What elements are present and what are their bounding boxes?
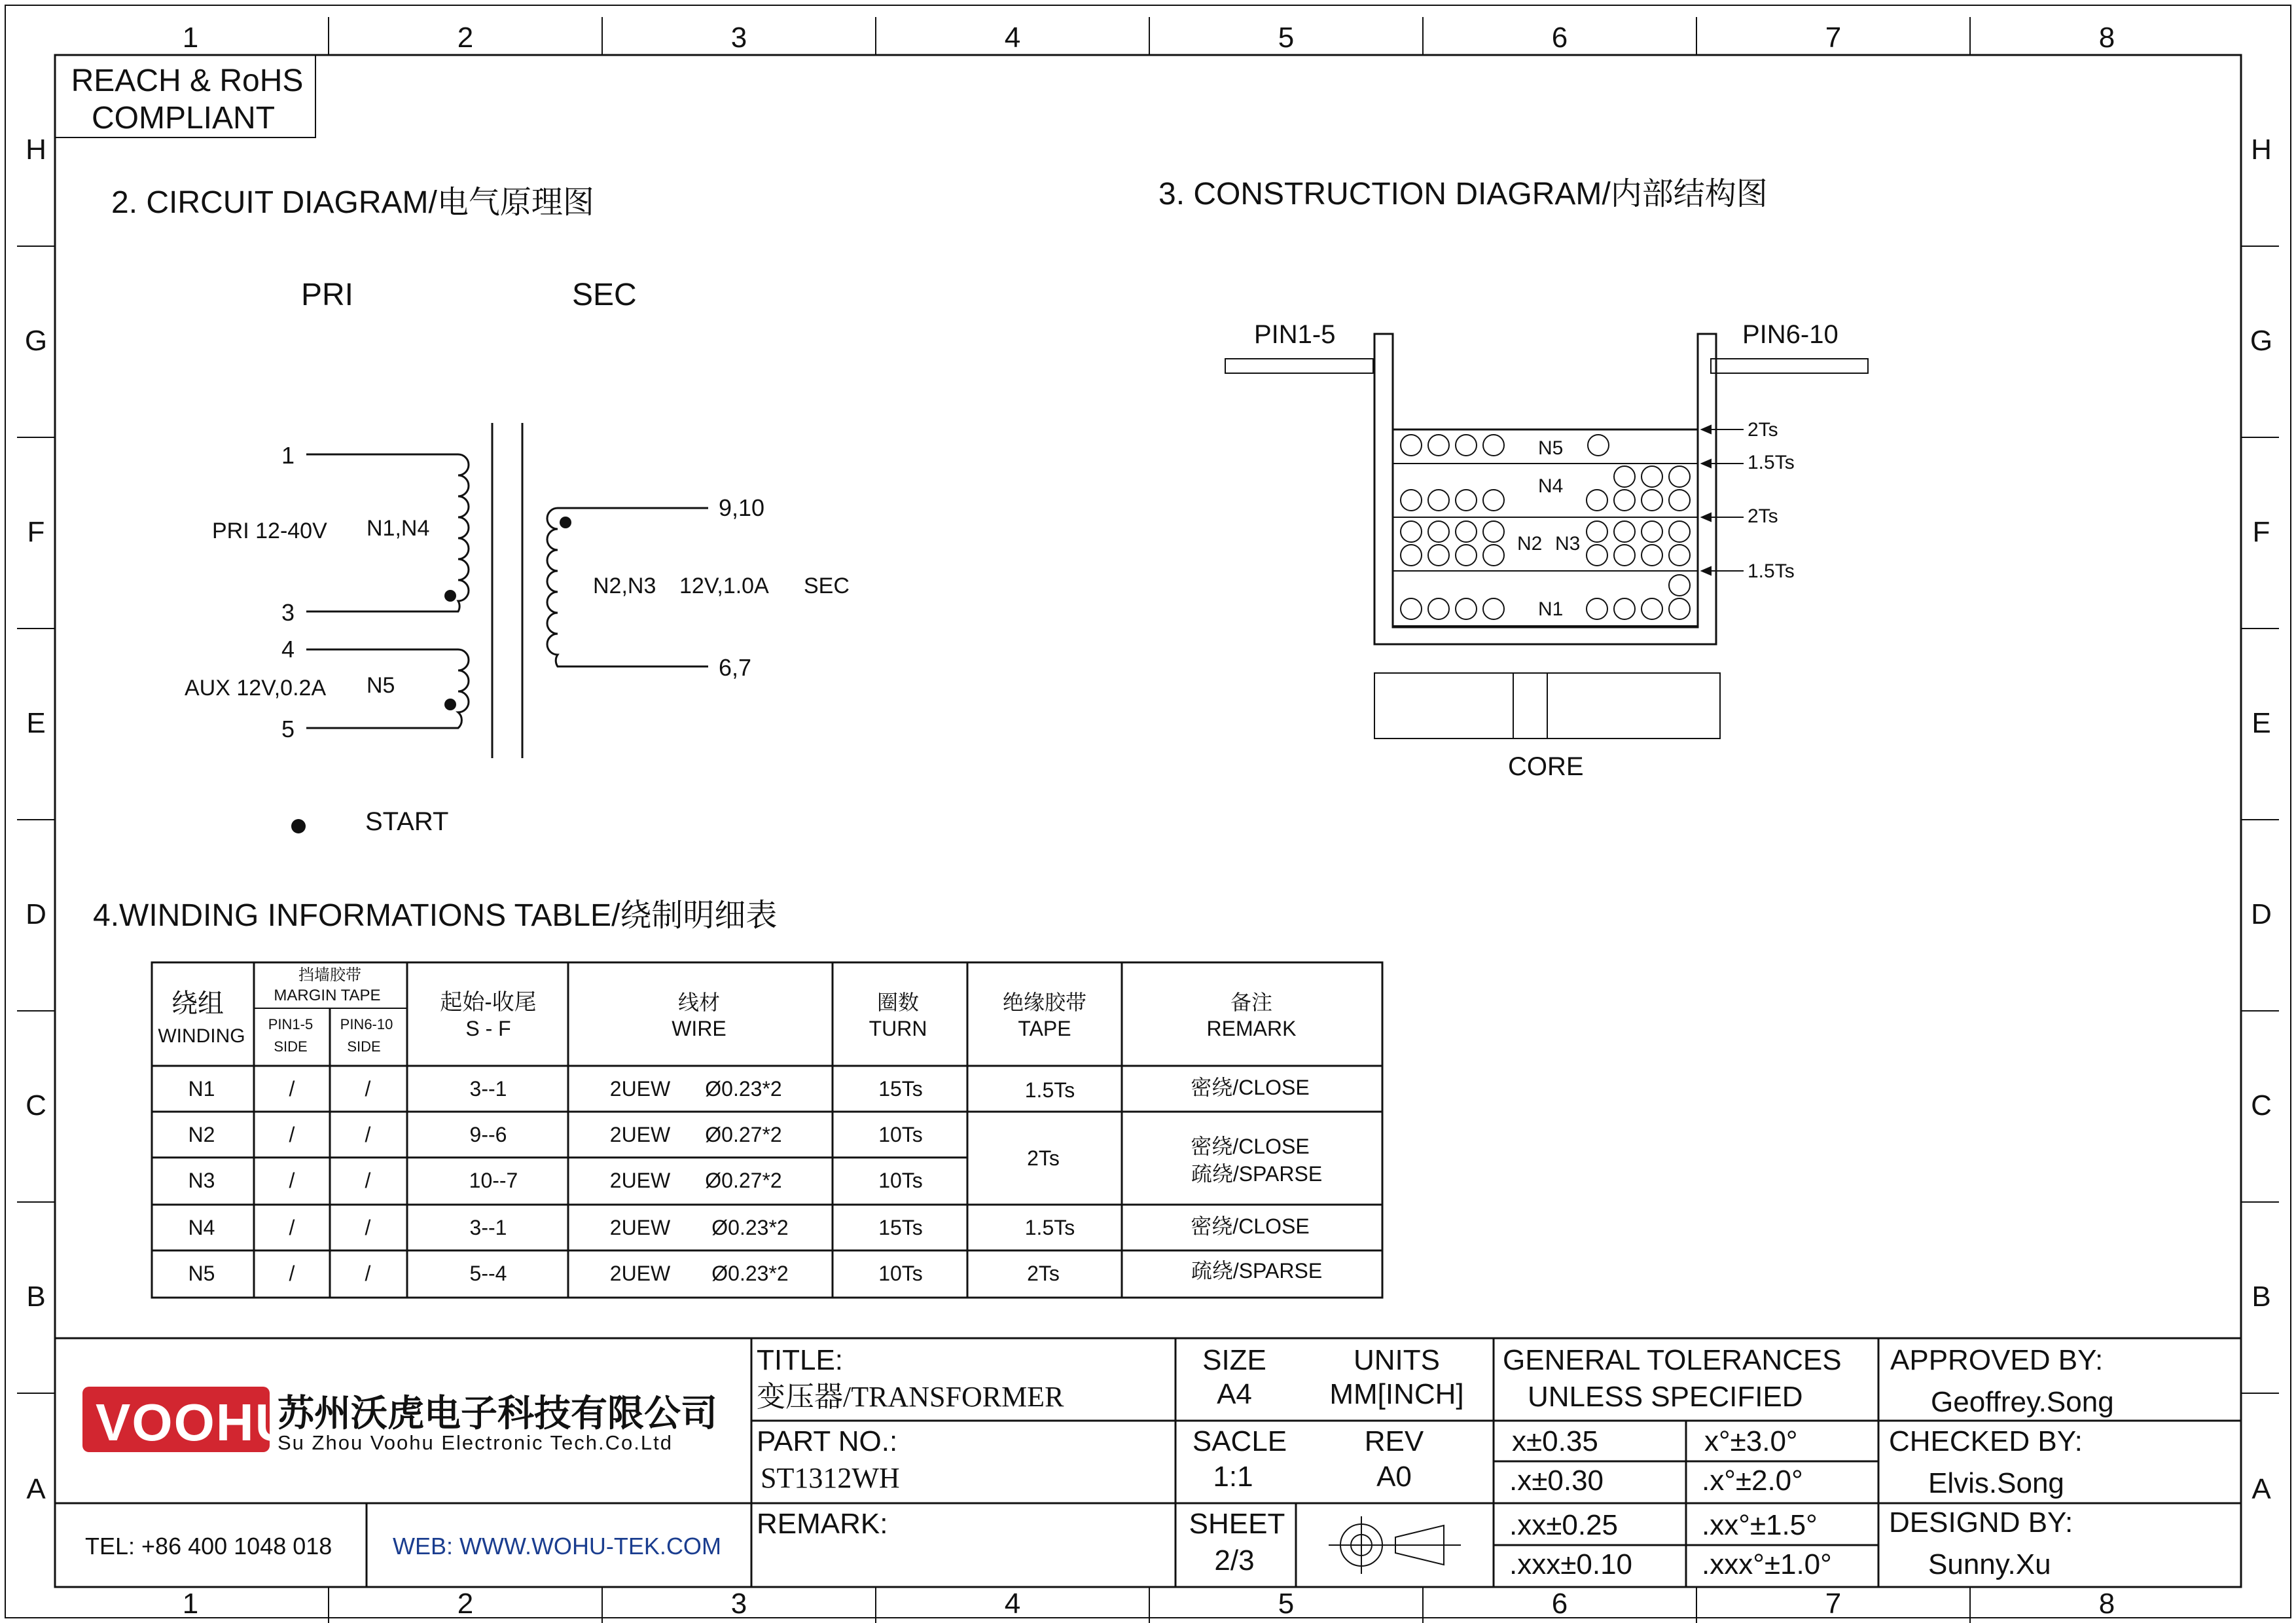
cell-wire-type: 2UEW bbox=[609, 1262, 671, 1285]
start-legend-label: START bbox=[365, 807, 449, 836]
col-label-bottom: 5 bbox=[1278, 1588, 1295, 1620]
tol-dx: .x±0.30 bbox=[1509, 1465, 1604, 1497]
table-row bbox=[188, 1262, 923, 1285]
pin-910-label: 9,10 bbox=[719, 494, 765, 521]
cell-tape-n2n3: 2Ts bbox=[1027, 1146, 1060, 1170]
company-name-en: Su Zhou Voohu Electronic Tech.Co.Ltd bbox=[278, 1431, 673, 1454]
header-sf-cn: 起始-收尾 bbox=[440, 990, 537, 1015]
col-label-bottom: 7 bbox=[1825, 1588, 1842, 1620]
tol-x: x±0.35 bbox=[1512, 1425, 1598, 1457]
cell-sf: 5--4 bbox=[469, 1262, 507, 1285]
col-label-bottom: 4 bbox=[1004, 1588, 1021, 1620]
col-label-top: 7 bbox=[1825, 22, 1842, 54]
checked-name: Elvis.Song bbox=[1928, 1467, 2064, 1499]
table-row bbox=[188, 1169, 923, 1192]
core-label: CORE bbox=[1508, 752, 1584, 781]
header-margin-en: MARGIN TAPE bbox=[274, 987, 381, 1004]
row-label-left: A bbox=[26, 1473, 46, 1505]
cell-margin-1: / bbox=[289, 1123, 295, 1146]
start-legend-dot bbox=[291, 819, 306, 833]
tape-callout-label: 1.5Ts bbox=[1748, 560, 1795, 582]
row-label-left: F bbox=[27, 516, 45, 548]
pri-windings-label: N1,N4 bbox=[367, 516, 430, 541]
tol-dxxx-angle: .xxx°±1.0° bbox=[1702, 1548, 1832, 1580]
sec-label: SEC bbox=[572, 278, 637, 312]
header-pin15-side: SIDE bbox=[274, 1038, 308, 1055]
cell-wire-dia: Ø0.23*2 bbox=[711, 1216, 789, 1239]
col-label-bottom: 2 bbox=[457, 1588, 474, 1620]
logo-text: VOOHU bbox=[96, 1393, 295, 1451]
size-value: A4 bbox=[1217, 1378, 1252, 1410]
tol-title-1: GENERAL TOLERANCES bbox=[1503, 1344, 1842, 1376]
cell-wire-type: 2UEW bbox=[609, 1123, 671, 1146]
tol-dx-angle: .x°±2.0° bbox=[1702, 1465, 1803, 1497]
layer-n5-label: N5 bbox=[1538, 437, 1564, 459]
units-label: UNITS bbox=[1354, 1344, 1440, 1376]
col-label-top: 1 bbox=[182, 22, 199, 54]
wire-turns bbox=[1401, 435, 1690, 619]
cell-margin-1: / bbox=[289, 1216, 295, 1239]
company-tel: TEL: +86 400 1048 018 bbox=[85, 1533, 332, 1559]
cell-remark-n2n3-b: 疏绕/SPARSE bbox=[1191, 1162, 1323, 1186]
cell-winding: N4 bbox=[188, 1216, 215, 1239]
approved-label: APPROVED BY: bbox=[1890, 1344, 2104, 1376]
cell-sf: 3--1 bbox=[469, 1216, 507, 1239]
row-label-left: B bbox=[26, 1281, 46, 1313]
cell-margin-2: / bbox=[365, 1077, 371, 1101]
designed-name: Sunny.Xu bbox=[1928, 1548, 2051, 1580]
row-label-right: H bbox=[2251, 134, 2272, 166]
header-wire-cn: 线材 bbox=[677, 991, 721, 1014]
pin-left-label: PIN1-5 bbox=[1254, 320, 1336, 349]
cell-wire-dia: Ø0.27*2 bbox=[705, 1169, 782, 1192]
company-web: WEB: WWW.WOHU-TEK.COM bbox=[393, 1533, 721, 1559]
cell-tape-n4: 1.5Ts bbox=[1024, 1216, 1075, 1239]
layer-n3-label: N3 bbox=[1555, 533, 1581, 555]
title-value: 变压器/TRANSFORMER bbox=[757, 1381, 1064, 1413]
header-wire-en: WIRE bbox=[672, 1017, 726, 1040]
row-label-left: G bbox=[24, 325, 48, 357]
header-tape-cn: 绝缘胶带 bbox=[1002, 991, 1087, 1014]
cell-sf: 3--1 bbox=[469, 1077, 507, 1101]
tape-callout-label: 2Ts bbox=[1748, 505, 1778, 527]
cell-wire-dia: Ø0.23*2 bbox=[711, 1262, 789, 1285]
tol-title-2: UNLESS SPECIFIED bbox=[1528, 1381, 1803, 1413]
cell-turns: 15Ts bbox=[878, 1216, 923, 1239]
cell-remark-n1: 密绕/CLOSE bbox=[1191, 1076, 1310, 1099]
cell-margin-2: / bbox=[365, 1216, 371, 1239]
scale-value: 1:1 bbox=[1213, 1461, 1253, 1493]
core-block-left bbox=[1374, 673, 1513, 739]
cell-sf: 9--6 bbox=[469, 1123, 507, 1146]
row-label-right: F bbox=[2252, 516, 2270, 548]
construction-diagram bbox=[1158, 177, 1868, 781]
approved-name: Geoffrey.Song bbox=[1931, 1386, 2114, 1418]
cell-turns: 15Ts bbox=[878, 1077, 923, 1101]
pin-4-label: 4 bbox=[281, 636, 295, 663]
row-label-right: C bbox=[2251, 1089, 2272, 1122]
row-label-right: D bbox=[2251, 898, 2272, 930]
cell-remark-n2n3-a: 密绕/CLOSE bbox=[1191, 1135, 1310, 1158]
table-row bbox=[188, 1123, 923, 1146]
col-label-bottom: 6 bbox=[1551, 1588, 1568, 1620]
layer-n1-label: N1 bbox=[1538, 598, 1564, 620]
header-tape-en: TAPE bbox=[1018, 1017, 1071, 1040]
cell-sf: 10--7 bbox=[469, 1169, 518, 1192]
col-label-top: 6 bbox=[1551, 22, 1568, 54]
tape-callout-lines bbox=[1702, 426, 1744, 575]
cell-winding: N5 bbox=[188, 1262, 215, 1285]
col-label-top: 4 bbox=[1004, 22, 1021, 54]
aux-start-dot bbox=[444, 699, 456, 710]
aux-rating-label: AUX 12V,0.2A bbox=[185, 676, 327, 701]
col-label-top: 8 bbox=[2098, 22, 2115, 54]
row-label-right: E bbox=[2251, 707, 2271, 739]
compliance-box bbox=[55, 55, 315, 137]
sheet-label: SHEET bbox=[1189, 1508, 1285, 1540]
cell-wire-dia: Ø0.23*2 bbox=[705, 1077, 782, 1101]
col-label-top: 2 bbox=[457, 22, 474, 54]
checked-label: CHECKED BY: bbox=[1889, 1425, 2083, 1457]
row-label-right: A bbox=[2251, 1473, 2271, 1505]
cell-wire-type: 2UEW bbox=[609, 1077, 671, 1101]
core-gap bbox=[1513, 673, 1547, 739]
col-label-top: 5 bbox=[1278, 22, 1295, 54]
cell-margin-2: / bbox=[365, 1262, 371, 1285]
cell-tape-n5: 2Ts bbox=[1027, 1262, 1060, 1285]
cell-margin-2: / bbox=[365, 1169, 371, 1192]
cell-winding: N3 bbox=[188, 1169, 215, 1192]
col-label-bottom: 1 bbox=[182, 1588, 199, 1620]
sec-tag-label: SEC bbox=[804, 574, 850, 598]
header-turn-cn: 圈数 bbox=[876, 991, 920, 1014]
secondary-start-dot bbox=[560, 517, 571, 528]
header-sf-en: S - F bbox=[465, 1017, 511, 1040]
partno-label: PART NO.: bbox=[757, 1425, 898, 1457]
pin-3-label: 3 bbox=[281, 599, 295, 626]
tape-callout-label: 1.5Ts bbox=[1748, 452, 1795, 473]
cell-turns: 10Ts bbox=[878, 1169, 923, 1192]
header-pin610-side: SIDE bbox=[347, 1038, 381, 1055]
winding-window bbox=[1393, 429, 1698, 627]
header-winding-en: WINDING bbox=[158, 1025, 245, 1047]
pin-1-label: 1 bbox=[281, 442, 295, 469]
row-label-left: H bbox=[26, 134, 46, 166]
tape-callout-label: 2Ts bbox=[1748, 419, 1778, 441]
row-label-left: D bbox=[26, 898, 46, 930]
rev-value: A0 bbox=[1376, 1461, 1412, 1493]
remark-label: REMARK: bbox=[757, 1508, 888, 1540]
tol-dxx-angle: .xx°±1.5° bbox=[1702, 1509, 1818, 1541]
cell-tape-n1: 1.5Ts bbox=[1024, 1078, 1075, 1102]
pri-rating-label: PRI 12-40V bbox=[212, 519, 327, 543]
tol-x-angle: x°±3.0° bbox=[1704, 1425, 1798, 1457]
pin-left-tab bbox=[1225, 359, 1373, 373]
compliance-line-1: REACH & RoHS bbox=[71, 64, 304, 98]
table-row bbox=[188, 1216, 923, 1239]
cell-margin-1: / bbox=[289, 1169, 295, 1192]
circuit-diagram bbox=[111, 185, 850, 836]
cell-remark-n4: 密绕/CLOSE bbox=[1191, 1214, 1310, 1238]
header-pin610: PIN6-10 bbox=[340, 1016, 393, 1032]
scale-label: SACLE bbox=[1192, 1425, 1287, 1457]
row-label-right: B bbox=[2251, 1281, 2271, 1313]
drawing-frame bbox=[5, 5, 2291, 1623]
cell-remark-n5: 疏绕/SPARSE bbox=[1191, 1259, 1323, 1283]
designed-label: DESIGND BY: bbox=[1889, 1506, 2073, 1539]
core-block-right bbox=[1547, 673, 1720, 739]
units-value: MM[INCH] bbox=[1329, 1378, 1464, 1410]
compliance-line-2: COMPLIANT bbox=[91, 101, 276, 136]
header-turn-en: TURN bbox=[869, 1017, 927, 1040]
header-remark-en: REMARK bbox=[1206, 1017, 1297, 1040]
table-row bbox=[188, 1077, 923, 1101]
header-margin-cn: 挡墙胶带 bbox=[298, 966, 361, 984]
cell-margin-1: / bbox=[289, 1262, 295, 1285]
cell-margin-1: / bbox=[289, 1077, 295, 1101]
tol-dxxx: .xxx±0.10 bbox=[1509, 1548, 1633, 1580]
cell-winding: N2 bbox=[188, 1123, 215, 1146]
winding-table bbox=[93, 898, 1382, 1298]
row-label-left: C bbox=[26, 1089, 46, 1122]
pri-label: PRI bbox=[301, 278, 354, 312]
cell-winding: N1 bbox=[188, 1077, 215, 1101]
winding-table-title: 4.WINDING INFORMATIONS TABLE/绕制明细表 bbox=[93, 898, 778, 933]
sec-windings-label: N2,N3 bbox=[593, 574, 656, 598]
cell-turns: 10Ts bbox=[878, 1123, 923, 1146]
partno-value: ST1312WH bbox=[761, 1462, 900, 1494]
rev-label: REV bbox=[1364, 1425, 1424, 1457]
tol-dxx: .xx±0.25 bbox=[1509, 1509, 1619, 1541]
circuit-title: 2. CIRCUIT DIAGRAM/电气原理图 bbox=[111, 185, 594, 220]
col-label-bottom: 8 bbox=[2098, 1588, 2115, 1620]
cell-margin-2: / bbox=[365, 1123, 371, 1146]
row-label-left: E bbox=[26, 707, 46, 739]
pin-right-tab bbox=[1711, 359, 1868, 373]
title-label: TITLE: bbox=[757, 1344, 844, 1376]
cell-turns: 10Ts bbox=[878, 1262, 923, 1285]
header-pin15: PIN1-5 bbox=[268, 1016, 314, 1032]
cell-wire-dia: Ø0.27*2 bbox=[705, 1123, 782, 1146]
construction-title: 3. CONSTRUCTION DIAGRAM/内部结构图 bbox=[1158, 177, 1768, 211]
primary-start-dot bbox=[444, 590, 456, 602]
company-name-cn: 苏州沃虎电子科技有限公司 bbox=[278, 1393, 717, 1434]
title-block bbox=[55, 1338, 2241, 1587]
layer-n4-label: N4 bbox=[1538, 475, 1564, 497]
sheet-value: 2/3 bbox=[1214, 1544, 1255, 1577]
size-label: SIZE bbox=[1202, 1344, 1266, 1376]
pin-5-label: 5 bbox=[281, 716, 295, 742]
pin-right-label: PIN6-10 bbox=[1742, 320, 1839, 349]
pin-67-label: 6,7 bbox=[719, 654, 752, 681]
header-winding-cn: 绕组 bbox=[171, 989, 224, 1018]
layer-n2-label: N2 bbox=[1517, 533, 1543, 555]
header-remark-cn: 备注 bbox=[1230, 991, 1273, 1014]
row-label-right: G bbox=[2250, 325, 2273, 357]
col-label-top: 3 bbox=[730, 22, 747, 54]
sec-rating-label: 12V,1.0A bbox=[679, 574, 769, 598]
cell-wire-type: 2UEW bbox=[609, 1169, 671, 1192]
aux-winding-label: N5 bbox=[367, 673, 395, 698]
cell-wire-type: 2UEW bbox=[609, 1216, 671, 1239]
projection-symbol-icon bbox=[1329, 1516, 1461, 1574]
col-label-bottom: 3 bbox=[730, 1588, 747, 1620]
